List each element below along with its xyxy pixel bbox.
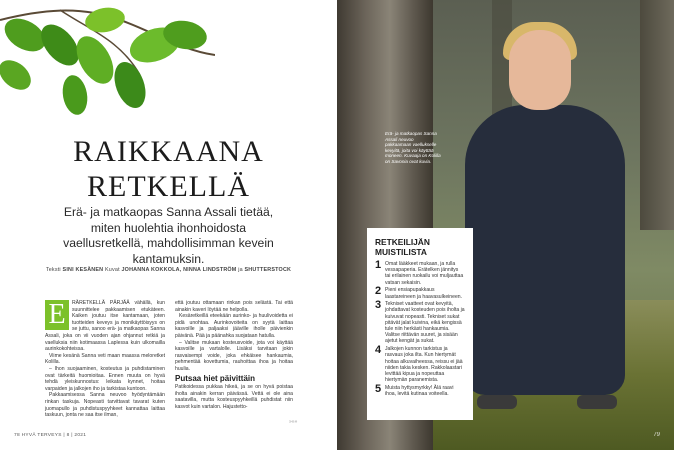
checklist-title: RETKEILIJÄN MUISTILISTA bbox=[375, 237, 430, 257]
credits-photos-label: Kuvat bbox=[104, 267, 120, 273]
body-column-2 bbox=[175, 300, 293, 411]
article-lead: Erä- ja matkaopas Sanna Assali tietää, miten huolehtia ihonhoidosta vaellusretkellä, mahdollisimman kevein kantamuksin. bbox=[63, 205, 274, 266]
checklist-item bbox=[375, 301, 465, 344]
body-column-1 bbox=[45, 300, 165, 419]
credits-text-label: Teksti bbox=[45, 267, 61, 273]
checklist-text: Jalkojen kunnon tarkistus ja rasvaus joka ilta. Kun hiertymät hoitaa alkuvaiheessa, reissu ei jää niiden takia kesken. Rakkolaastari levittää kipua ja nopeuttaa hiertymän paranemista. bbox=[385, 346, 463, 384]
body-paragraph: että joutuu ottamaan rinkan pois selästä. Tai että ainakin kaveri löytää ne helpolla. bbox=[175, 300, 293, 313]
photo-caption: Erä- ja matkaopas Sanna Assali neuvoo pakkaamaan vaellukselle kevyitä, joita voi käyttää moneen. Kuvaaja on Kolilla on Savonia ovat kuvia. bbox=[385, 131, 441, 164]
article-title-line1: RAIKKAANA bbox=[73, 135, 264, 168]
credits-and: ja bbox=[238, 267, 243, 273]
checklist-item bbox=[375, 261, 465, 286]
credits-agency: SHUTTERSTOCK bbox=[244, 267, 292, 273]
body-paragraph: Pakkaamisessa Sanna neuvoo hyödyntämään rinkan taskuja. Nopeasti tarvittavat tavarat kuten juomapullo ja puhdistuspyyhkeet kannattaa laittaa taskuun, jonta ne saa itse ilman, bbox=[45, 392, 165, 419]
hiker-shoe bbox=[477, 395, 517, 409]
credits-photographers: JOHANNA KOKKOLA, NINNA LINDSTRÖM bbox=[121, 267, 237, 273]
checklist-item bbox=[375, 382, 465, 398]
checklist-text: Muista hyttysmyrkky! Älä raavi ihoa, levitä kutinaa voiteella. bbox=[385, 384, 454, 398]
right-page bbox=[337, 0, 674, 450]
body-paragraph: – Ihon suojaaminen, kosteutus ja puhdistaminen ovat tärkeitä huomioitaa. Ennen muuta on hyvä tehdä yleiskunnostus: leikata kynnet, hoitaa varpaiden ja jalkojen iho ja tarkistaa kuntoon. bbox=[45, 365, 165, 392]
hiker-shoe bbox=[577, 395, 617, 409]
article-credits bbox=[40, 267, 297, 273]
checklist-number: 4 bbox=[375, 344, 382, 357]
page-footer-right: 79 bbox=[653, 432, 660, 438]
checklist-item bbox=[375, 287, 465, 299]
article-title-line2: RETKELLÄ bbox=[87, 170, 250, 203]
birch-leaves-image bbox=[0, 0, 215, 130]
checklist-number: 3 bbox=[375, 299, 382, 312]
checklist-item bbox=[375, 346, 465, 383]
page-footer-left: 78 HYVÄ TERVEYS | 8 | 2021 bbox=[14, 433, 87, 438]
checklist-text: Tekniset vaatteet ovat kevyitä, johdattavat kosteuden pois iholta ja kuivuvat nopeasti. Tekniset sukat pitävät jalat kuivina, eikä kengissä tule niin herkästi hankaumia. Valitse riittävän suuret, ja sisään ajetut kengät ja sukat. bbox=[385, 301, 465, 345]
continue-arrow: »»» bbox=[289, 419, 298, 425]
section-subheading: Putsaa hiet päivittäin bbox=[175, 373, 256, 383]
body-paragraph: – Valitse mukaan kosteusvoide, jota voi käyttää kasvoille ja vartalolle. Lisäksi tarvitaan jokin rasvaisempi voide, joka ehkäisee hankaumia, pehmentää kovettumia, rauhoittaa ihoa ja hoitaa huulia. bbox=[175, 339, 293, 372]
hiker-body bbox=[465, 105, 625, 395]
checklist-number: 1 bbox=[375, 259, 382, 271]
checklist-box bbox=[367, 228, 473, 420]
background-tree bbox=[640, 0, 674, 230]
dropcap-letter: E bbox=[45, 300, 69, 330]
body-paragraph: Viime kesänä Sanna veti maan maassa meloretket Kolilla. bbox=[45, 352, 165, 366]
body-paragraph: Patikoidessa pukkaa hikeä, ja se on hyvä poistaa iholta ainakin kerran päivässä. Vettä ei ole aina saatavilla, mutta kosteuspyyhkeillä puhdistat niin kasvot kuin vartalon. Hajustetto- bbox=[175, 384, 293, 410]
body-paragraph: Kesäretkeillä eteekään aurinko- ja huulivoidetta ei pidä unohtaa. Aurinkovoiteita on syytä laittaa kasvoille ja paljaaksi jääville iholle päivienkin päivänä. Pää ja päänahka suojataan hatulla. bbox=[175, 313, 293, 339]
checklist-number: 2 bbox=[375, 285, 382, 298]
checklist-text: Omat lääkkeet mukaan, ja rulla vessapaperia. Erätelken jännitys tai erilainen ruokailu voi muljauttaa vatsan sekaisin. bbox=[385, 261, 464, 286]
credits-author: SINI KESÄNEN bbox=[62, 267, 104, 273]
body-paragraph: RÄRETKELLÄ PÄRJÄÄ vähällä, kun suunnittelee pakkaamisen etukäteen. Kaiken joutuu itse kantamaan, joten tuotteiden keveys ja monikäyttöisyys on se juttu, sanoo erä- ja matkaopas Sanna Assali, joka on vii vuoden ajan ohjannut retkiä ja vaelluksia niin kotimaassa Laplessa kuin ulkomailla aurinkokohteissa. bbox=[45, 300, 165, 353]
checklist-number: 5 bbox=[375, 382, 382, 395]
checklist-text: Pieni ensiapupakkaus laastareineen ja haavasulkeineen. bbox=[385, 287, 463, 300]
hiker-face bbox=[509, 30, 571, 110]
